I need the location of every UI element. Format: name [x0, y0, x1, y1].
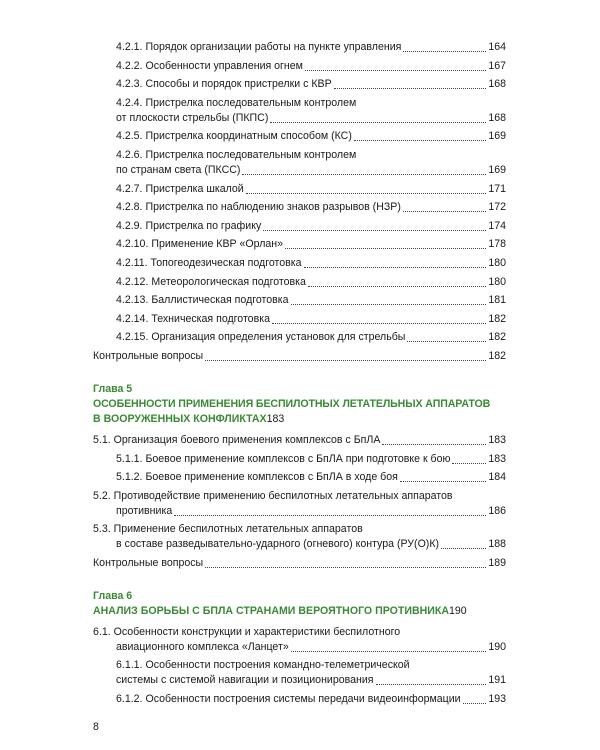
page-ref: 172 — [488, 201, 506, 214]
entry-title-line: Контрольные вопросы — [93, 556, 204, 569]
page-ref: 178 — [488, 238, 506, 251]
page-ref: 169 — [488, 130, 506, 143]
entry-title-line: системы с системой навигации и позиционирования — [116, 674, 374, 687]
chapter-label: Глава 6 — [93, 589, 133, 602]
chapter-title-line: АНАЛИЗ БОРЬБЫ С БПЛА СТРАНАМИ ВЕРОЯТНОГО ПРОТИВНИКА — [93, 604, 450, 617]
entry-title-line: 4.2.14. Техническая подготовка — [116, 312, 270, 325]
entry-title-line: 4.2.3. Способы и порядок пристрелки с КВР — [116, 78, 332, 91]
entry-title-line: 6.1.2. Особенности построения системы передачи видеоинформации — [116, 693, 461, 706]
dot-leader — [400, 480, 486, 482]
page-ref: 164 — [488, 41, 506, 53]
toc-entry[interactable] — [93, 59, 506, 74]
dot-leader — [376, 683, 487, 685]
entry-title-line: 6.1.1. Особенности построения командно-телеметрической — [116, 659, 410, 672]
entry-title-line: 4.2.5. Пристрелка координатным способом (КС) — [116, 130, 352, 143]
dot-leader — [452, 462, 486, 464]
dot-leader — [403, 50, 486, 52]
toc-entry[interactable] — [93, 470, 506, 485]
page-ref: 180 — [488, 256, 506, 269]
entry-title-line: 4.2.4. Пристрелка последовательным контролем — [116, 96, 357, 109]
dot-leader — [441, 547, 486, 549]
page-ref: 182 — [488, 331, 506, 344]
entry-title-line: противника — [116, 504, 173, 517]
chapter-label: Глава 5 — [93, 382, 133, 395]
dot-leader — [382, 443, 486, 445]
toc-entry[interactable] — [93, 200, 506, 215]
toc-entry[interactable] — [93, 256, 506, 271]
entry-title-line: 4.2.8. Пристрелка по наблюдению знаков разрывов (НЗР) — [116, 201, 401, 214]
toc-entry[interactable] — [93, 522, 506, 552]
page-ref: 181 — [488, 294, 506, 307]
dot-leader — [285, 247, 486, 249]
page-ref: 186 — [488, 504, 506, 517]
page-ref: 188 — [488, 538, 506, 551]
dot-leader — [205, 566, 486, 568]
dot-leader — [174, 514, 486, 516]
entry-title-line: авиационного комплекса «Ланцет» — [116, 640, 289, 653]
page-ref: 167 — [488, 59, 506, 72]
entry-title-line: 5.1. Организация боевого применения комплексов с БпЛА — [93, 433, 381, 446]
entry-title-line: 4.2.12. Метеорологическая подготовка — [116, 275, 306, 288]
entry-title-line: 5.2. Противодействие применению беспилотных летательных аппаратов — [93, 489, 453, 502]
entry-title-line: от плоскости стрельбы (ПКПС) — [116, 111, 269, 124]
control-questions-entry[interactable] — [93, 349, 506, 364]
toc-entry[interactable] — [93, 40, 506, 55]
entry-title-line: 4.2.11. Топогеодезическая подготовка — [116, 256, 302, 269]
entry-title-line: 5.3. Применение беспилотных летательных аппаратов — [93, 523, 363, 536]
toc-entry[interactable] — [93, 330, 506, 345]
dot-leader — [305, 69, 486, 71]
toc-entry[interactable] — [93, 129, 506, 144]
dot-leader — [263, 229, 486, 231]
page-ref: 171 — [488, 182, 506, 195]
entry-title-line: 4.2.15. Организация определения установок для стрельбы — [116, 331, 406, 344]
page-number: 8 — [93, 721, 99, 733]
page-ref: 168 — [488, 78, 506, 91]
toc-entry[interactable] — [93, 77, 506, 92]
entry-title-line: 5.1.1. Боевое применение комплексов с БпЛА при подготовке к бою — [116, 452, 451, 465]
toc-entry[interactable] — [93, 625, 506, 655]
dot-leader — [270, 121, 486, 123]
dot-leader — [242, 173, 486, 175]
table-of-contents — [93, 40, 506, 711]
entry-title-line: 4.2.1. Порядок организации работы на пункте управления — [116, 41, 402, 53]
entry-title-line: 4.2.13. Баллистическая подготовка — [116, 294, 289, 307]
toc-entry[interactable] — [93, 148, 506, 178]
page-ref: 183 — [266, 412, 285, 425]
entry-title-line: 4.2.10. Применение КВР «Орлан» — [116, 238, 284, 251]
page-ref: 182 — [488, 312, 506, 325]
page-ref: 189 — [488, 556, 506, 569]
entry-title-line: по странам света (ПКСС) — [116, 163, 241, 176]
entry-title-line: 4.2.7. Пристрелка шкалой — [116, 182, 244, 195]
entry-title-line: 5.1.2. Боевое применение комплексов с БпЛА в ходе боя — [116, 471, 398, 484]
entry-title-line: 4.2.9. Пристрелка по графику — [116, 219, 262, 232]
page-ref: 190 — [488, 640, 506, 653]
toc-entry[interactable] — [93, 433, 506, 448]
dot-leader — [246, 192, 487, 194]
toc-entry[interactable] — [93, 237, 506, 252]
chapter5-heading[interactable] — [93, 382, 506, 427]
dot-leader — [272, 322, 486, 324]
toc-entry[interactable] — [93, 293, 506, 308]
page-ref: 190 — [449, 604, 467, 617]
entry-title-line: 6.1. Особенности конструкции и характеристики беспилотного — [93, 625, 401, 638]
page-ref: 180 — [488, 275, 506, 288]
page-ref: 174 — [488, 219, 506, 232]
page-ref: 182 — [488, 349, 506, 362]
entry-title-line: 4.2.6. Пристрелка последовательным контролем — [116, 148, 357, 161]
dot-leader — [334, 87, 487, 89]
dot-leader — [291, 303, 487, 305]
page-ref: 168 — [488, 111, 506, 124]
page-ref: 191 — [488, 674, 506, 687]
chapter-title-line: ОСОБЕННОСТИ ПРИМЕНЕНИЯ БЕСПИЛОТНЫХ ЛЕТАТЕЛЬНЫХ АППАРАТОВ — [93, 397, 491, 410]
control-questions-entry[interactable] — [93, 556, 506, 571]
page-ref: 183 — [488, 433, 506, 446]
chapter-title-line: В ВООРУЖЕННЫХ КОНФЛИКТАХ — [93, 412, 267, 425]
dot-leader — [205, 359, 486, 361]
toc-entry[interactable] — [93, 658, 506, 688]
entry-title-line: в составе разведывательно-ударного (огневого) контура (РУ(О)К) — [116, 538, 440, 551]
toc-entry[interactable] — [93, 452, 506, 467]
dot-leader — [308, 285, 486, 287]
dot-leader — [463, 702, 487, 704]
dot-leader — [407, 340, 486, 342]
toc-entry[interactable] — [93, 312, 506, 327]
toc-entry[interactable] — [93, 489, 506, 519]
toc-entry[interactable] — [93, 692, 506, 707]
page-ref: 184 — [488, 471, 506, 484]
page-ref: 193 — [488, 693, 506, 706]
toc-entry[interactable] — [93, 182, 506, 197]
toc-entry[interactable] — [93, 219, 506, 234]
entry-title-line: Контрольные вопросы — [93, 349, 204, 362]
page-ref: 169 — [488, 163, 506, 176]
chapter6-heading[interactable] — [93, 589, 506, 619]
dot-leader — [354, 139, 486, 141]
dot-leader — [304, 266, 487, 268]
page-ref: 183 — [488, 452, 506, 465]
dot-leader — [403, 210, 486, 212]
entry-title-line: 4.2.2. Особенности управления огнем — [116, 59, 303, 72]
toc-entry[interactable] — [93, 275, 506, 290]
dot-leader — [291, 650, 487, 652]
toc-entry[interactable] — [93, 96, 506, 126]
